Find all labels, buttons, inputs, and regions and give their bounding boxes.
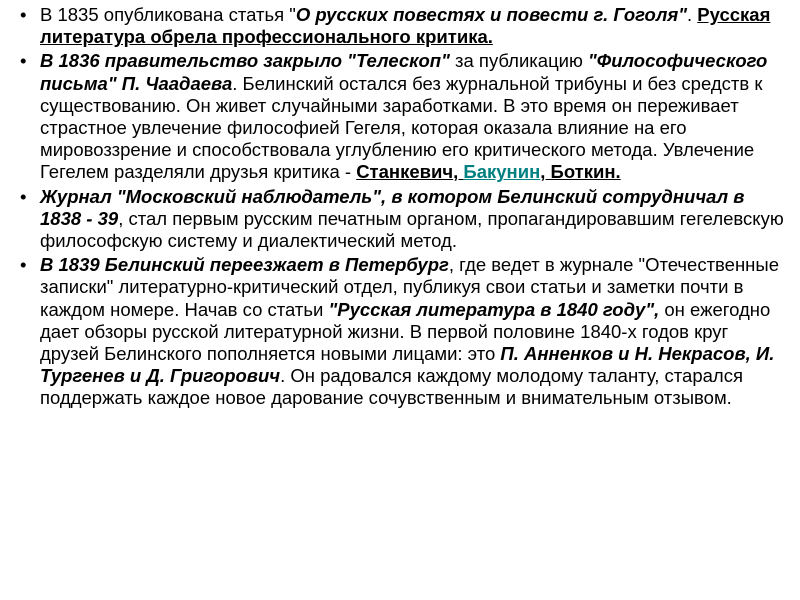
text-hegel-paragraph: . Белинский остался без журнальной трибуны и без средств к существованию. Он живет случайными заработками. В это время он переживает страстное увлечение философией Гегеля, которая оказала влияние на его мировоззрение и способствовала углублению его критического метода. Увлечение Гегелем разделяли друзья критика - [40,72,763,183]
text-1835-intro: В 1835 опубликована статья " [40,4,296,25]
bullet-dot-icon: • [20,50,27,72]
bullet-list [20,4,790,412]
text-separator: . [687,4,698,25]
article-title-gogol: О русских повестях и повести г. Гоголя" [295,4,688,25]
bullet-item-moscow-observer [20,186,790,253]
bullet-item-1835 [20,4,790,48]
text-otechestvennye-zapiski: , где ведет в журнале "Отечественные записки" литературно-критический отдел, публикуя свои статьи и заметки почти в каждом номере. Начав со статьи [40,254,779,320]
text-hegelian-system: , стал первым русским печатным органом, пропагандировавшим гегелевскую философскую систему и диалектический метод. [40,207,784,252]
text-annual-reviews: он ежегодно дает обзоры русской литературной жизни. В первой половине 1840-х годов круг друзей Белинского пополняется новыми лицами: это [40,298,771,365]
bullet-item-1836 [20,50,790,183]
bullet-dot-icon: • [20,185,27,207]
text-young-talent: . Он радовался каждому молодому таланту, старался поддержать каждое новое дарование сочувственным и внимательным отзывом. [40,365,743,409]
article-title-1840: "Русская литература в 1840 году", [328,298,660,320]
comma-separator: , [453,161,464,183]
telescope-closed-text: В 1836 правительство закрыло "Телескоп" [40,50,450,72]
bullet-dot-icon: • [20,4,27,25]
bullet-dot-icon: • [20,254,27,276]
link-stankevich[interactable]: Станкевич [356,161,454,183]
text-publication: за публикацию [449,50,589,72]
move-to-petersburg-text: В 1839 Белинский переезжает в Петербург [40,254,449,276]
comma-separator: , [540,161,551,183]
link-botkin[interactable]: Боткин. [550,161,621,183]
chaadaev-letter-title: "Философического письма" П. Чаадаева [40,50,768,94]
friends-names: П. Анненков и Н. Некрасов, И. Тургенев и Д. Григорович [40,343,775,387]
link-bakunin[interactable]: Бакунин [463,161,541,183]
bullet-item-1839 [20,254,790,409]
critic-statement: Русская литература обрела профессионального критика. [40,4,771,48]
moscow-observer-text: Журнал "Московский наблюдатель", в котором Белинский сотрудничал в 1838 - 39 [40,185,745,229]
